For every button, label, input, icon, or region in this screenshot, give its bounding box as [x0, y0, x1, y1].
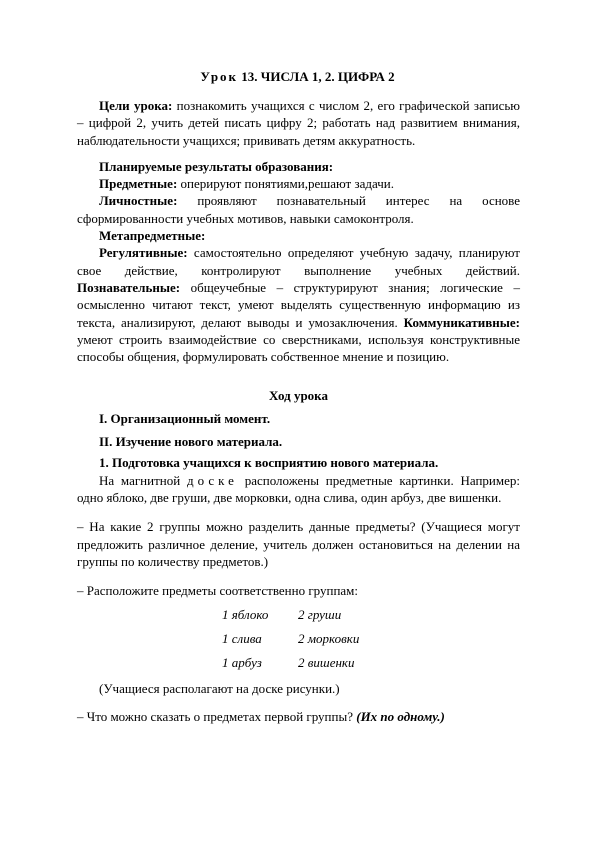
cognitive-text: общеучебные – структурируют знания; логические – осмысленно читают текст, умеют выделять существенную информацию из текста, анализируют, делают выводы и умозаключения.	[77, 279, 520, 330]
q3-answer: (Их по одному.)	[356, 708, 445, 724]
subsection-preparation	[77, 454, 520, 471]
planned-heading-text: Планируемые результаты образования:	[99, 158, 334, 174]
personal-results	[77, 192, 520, 227]
sub1-text: 1. Подготовка учащихся к восприятию нового материала.	[99, 455, 439, 471]
meta-heading-text: Метапредметные:	[99, 228, 206, 244]
group-right: 2 вишенки	[298, 654, 355, 670]
personal-label: Личностные:	[99, 193, 178, 209]
subject-label: Предметные:	[99, 176, 178, 192]
groups-list	[77, 602, 520, 674]
meta-results	[77, 244, 520, 365]
subject-results	[77, 175, 520, 192]
note-paragraph: (Учащиеся располагают на доске рисунки.)	[99, 681, 340, 697]
section-organizational	[77, 410, 520, 427]
lesson-title	[0, 68, 595, 85]
title-prefix: Урок	[200, 69, 239, 84]
goals-label: Цели урока:	[99, 98, 173, 113]
group-row	[77, 626, 520, 650]
section1-text: I. Организационный момент.	[99, 410, 271, 426]
communicative-text: умеют строить взаимодействие со сверстниками, используя конструктивные способы общения, формулировать собственное мнение и позицию.	[77, 331, 520, 365]
meta-heading	[77, 227, 520, 244]
course-heading	[77, 387, 520, 404]
question-first-group	[77, 708, 520, 725]
group-row	[77, 602, 520, 626]
regul-label: Регулятивные:	[99, 245, 188, 261]
board-spaced-word: доске	[186, 472, 238, 488]
group-row	[77, 650, 520, 674]
q3-text: – Что можно сказать о предметах первой группы?	[77, 708, 357, 724]
regul-text: самостоятельно определяют учебную задачу, планируют свое действие, контролируют выполнение учебных действий.	[77, 245, 520, 278]
personal-text: проявляют познавательный интерес на основе сформированности учебных мотивов, навыки самоконтроля.	[77, 193, 520, 226]
lesson-goals	[77, 97, 520, 149]
group-right: 2 морковки	[298, 630, 360, 646]
course-heading-text: Ход урока	[269, 388, 328, 404]
group-left: 1 арбуз	[222, 654, 262, 670]
section-new-material	[77, 433, 520, 450]
cognitive-label: Познавательные:	[77, 279, 181, 295]
board-paragraph	[77, 472, 520, 507]
group-left: 1 слива	[222, 630, 262, 646]
planned-results-heading	[77, 158, 520, 175]
subject-text: оперируют понятиями,решают задачи.	[177, 176, 394, 192]
section2-text: II. Изучение нового материала.	[99, 434, 283, 450]
board-text-1: На магнитной	[99, 472, 187, 488]
document-body	[77, 97, 520, 725]
group-left: 1 яблоко	[222, 606, 269, 622]
question-arrange: – Расположите предметы соответственно группам:	[77, 583, 359, 599]
goals-text: познакомить учащихся с числом 2, его графической записью – цифрой 2, учить детей писать цифру 2; работать над развитием внимания, наблюдательности учащихся; прививать детям аккуратность.	[77, 98, 520, 148]
board-text-2: расположены предметные картинки. Например: одно яблоко, две груши, две морковки, одна слива, один арбуз, две вишенки.	[77, 472, 520, 505]
group-right: 2 груши	[298, 606, 342, 622]
question-groups: – На какие 2 группы можно разделить данные предметы? (Учащиеся могут предложить различное деление, учитель должен остановиться на делении на группы по количеству предметов.)	[77, 519, 520, 569]
communicative-label: Коммуникативные:	[403, 314, 520, 330]
title-rest: 13. ЧИСЛА 1, 2. ЦИФРА 2	[238, 69, 395, 84]
